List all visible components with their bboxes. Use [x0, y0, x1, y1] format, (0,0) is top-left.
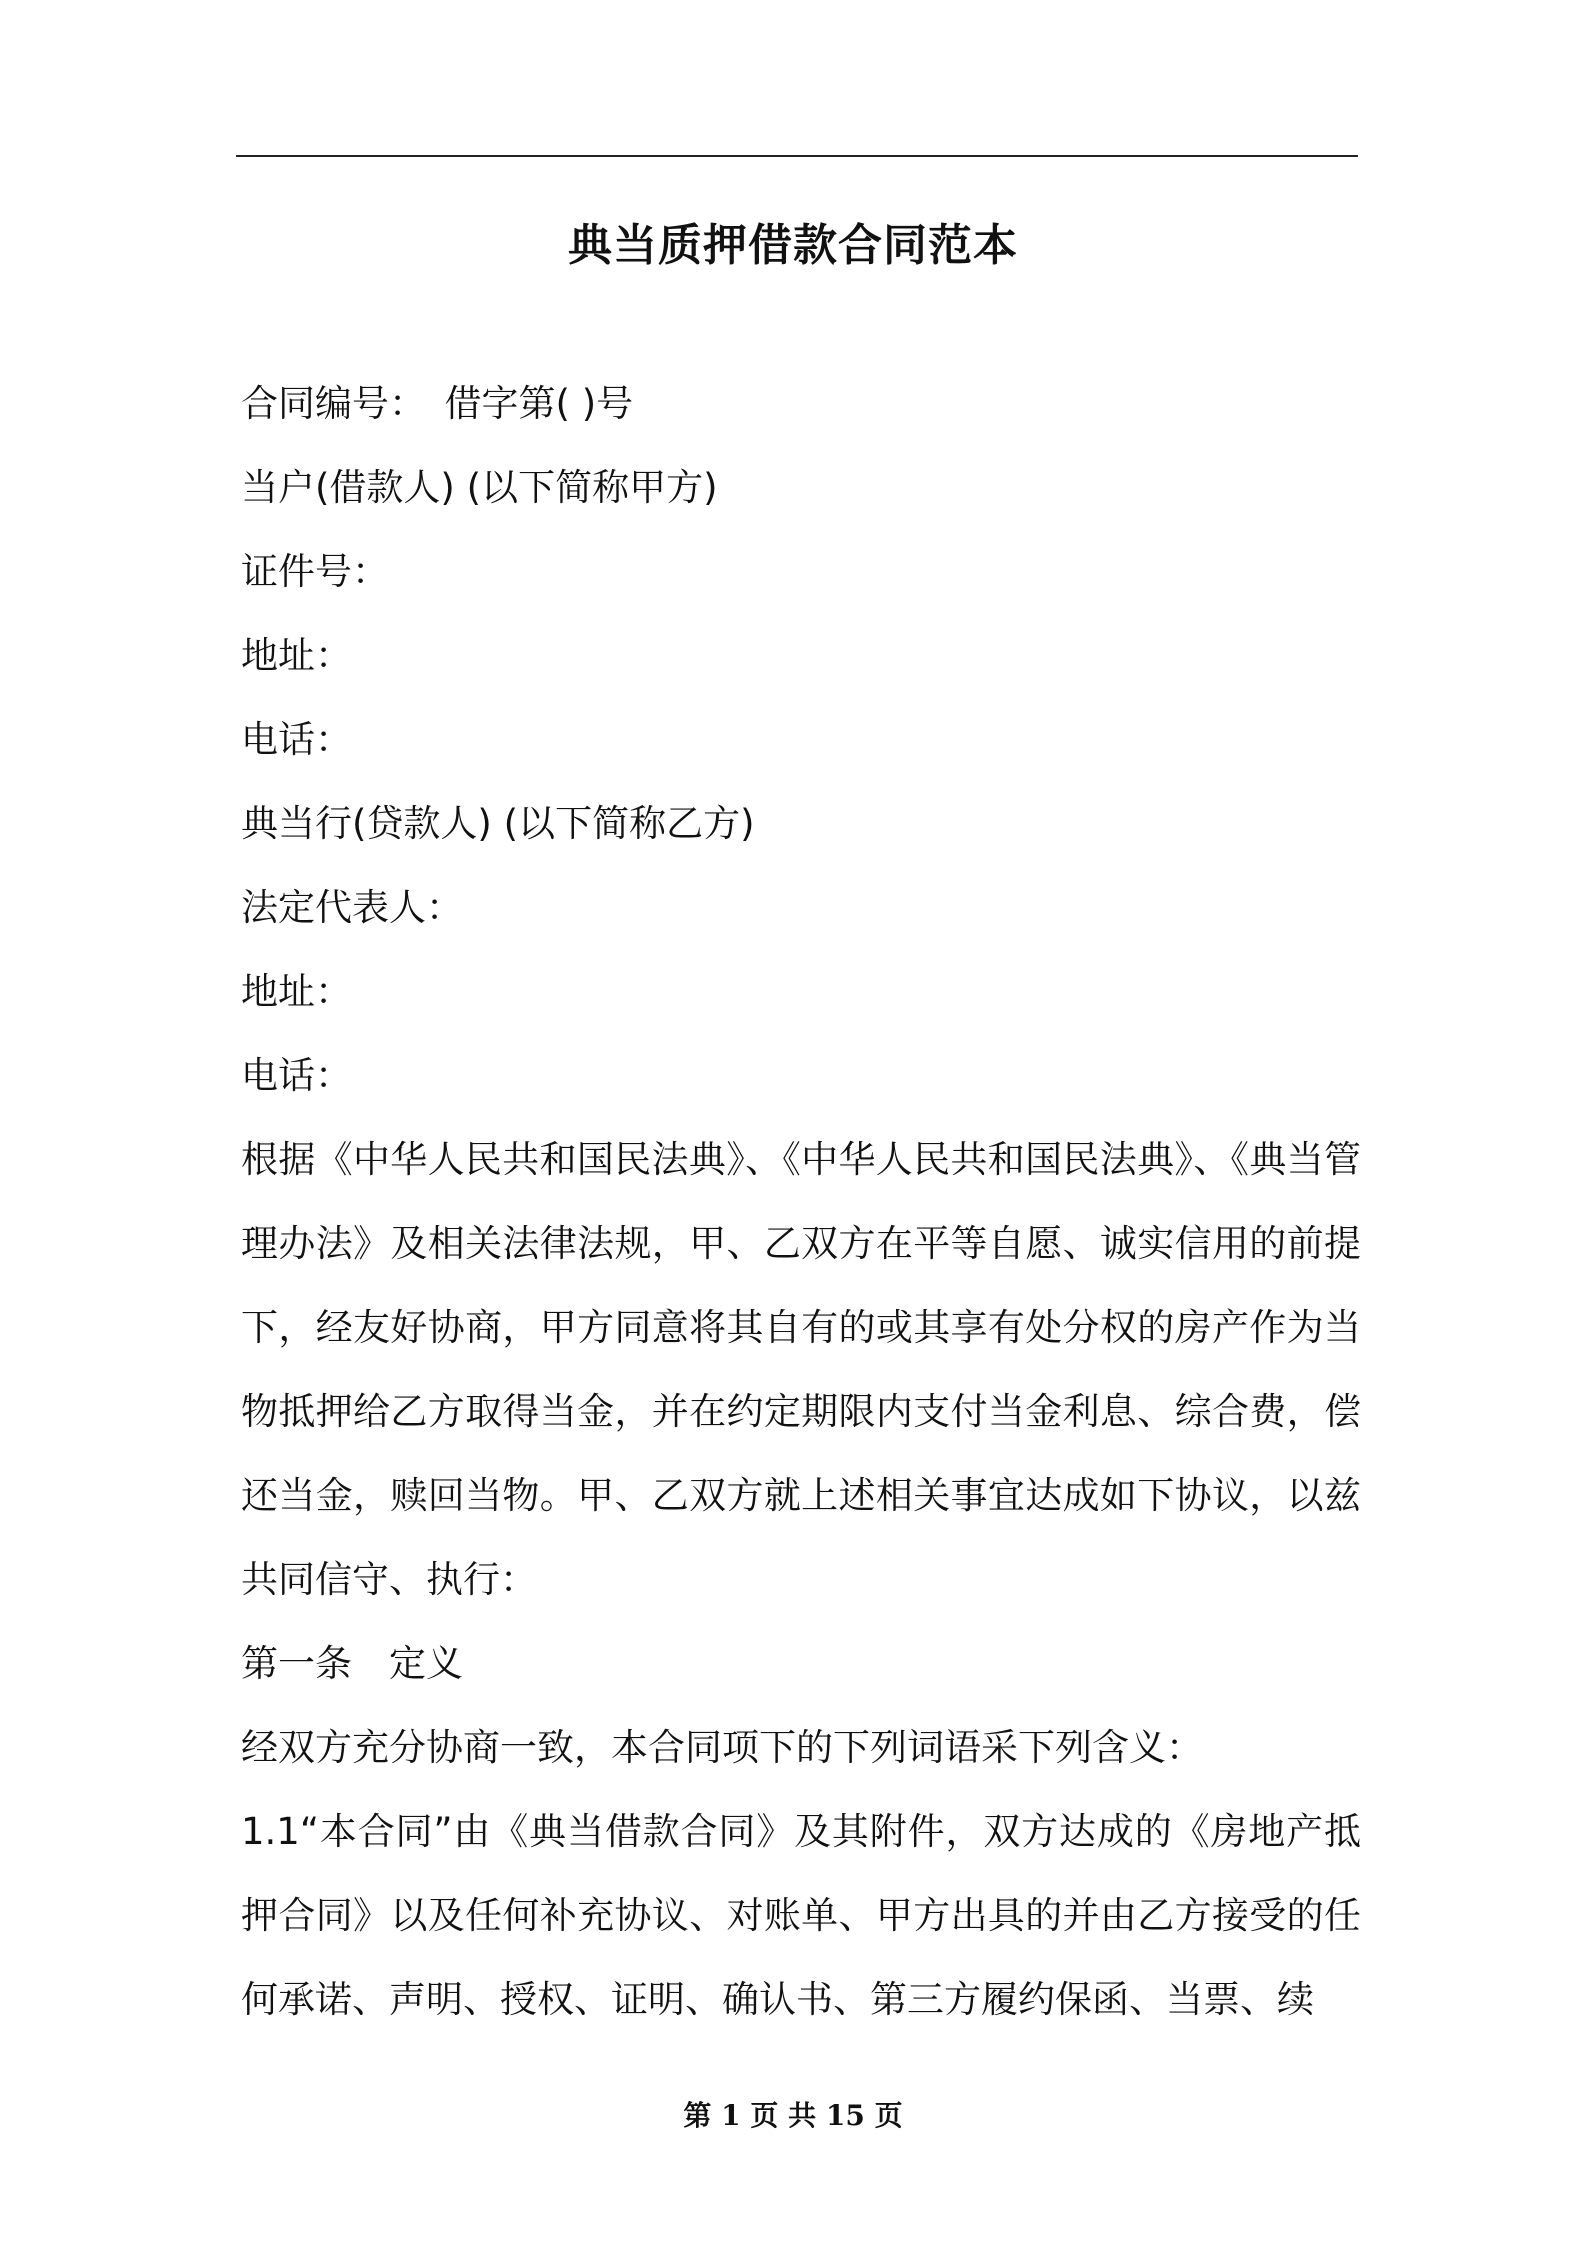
lender-address-field: 地址：	[241, 970, 352, 1013]
document-title: 典当质押借款合同范本	[568, 220, 1018, 271]
header-rule	[236, 155, 1358, 157]
contract-number-field: 合同编号： 借字第( )号	[241, 382, 634, 425]
lender-heading: 典当行(贷款人) (以下简称乙方)	[241, 802, 755, 845]
article-1-heading: 第一条 定义	[241, 1642, 463, 1685]
preamble-paragraph: 根据《中华人民共和国民法典》、《中华人民共和国民法典》、《典当管理办法》及相关法律法规，甲、乙双方在平等自愿、诚实信用的前提下，经友好协商，甲方同意将其自有的或其享有处分权的房产作为当物抵押给乙方取得当金，并在约定期限内支付当金利息、综合费，偿还当金，赎回当物。甲、乙双方就上述相关事宜达成如下协议，以兹共同信守、执行：	[241, 1138, 1361, 1601]
document-body	[241, 362, 1361, 2042]
lender-phone-field: 电话：	[241, 1054, 352, 1097]
article-1-intro: 经双方充分协商一致，本合同项下的下列词语采下列含义：	[241, 1726, 1203, 1769]
page-number-label: 第 1 页 共 15 页	[683, 2099, 903, 2132]
borrower-phone-field: 电话：	[241, 718, 352, 761]
borrower-id-field: 证件号：	[241, 550, 389, 593]
borrower-address-field: 地址：	[241, 634, 352, 677]
borrower-heading: 当户(借款人) (以下简称甲方)	[241, 466, 718, 509]
legal-representative-field: 法定代表人：	[241, 886, 463, 929]
page-footer	[0, 2098, 1586, 2134]
clause-1-1-paragraph: 1.1“本合同”由《典当借款合同》及其附件，双方达成的《房地产抵押合同》以及任何补充协议、对账单、甲方出具的并由乙方接受的任何承诺、声明、授权、证明、确认书、第三方履约保函、当票、续	[241, 1810, 1361, 2021]
